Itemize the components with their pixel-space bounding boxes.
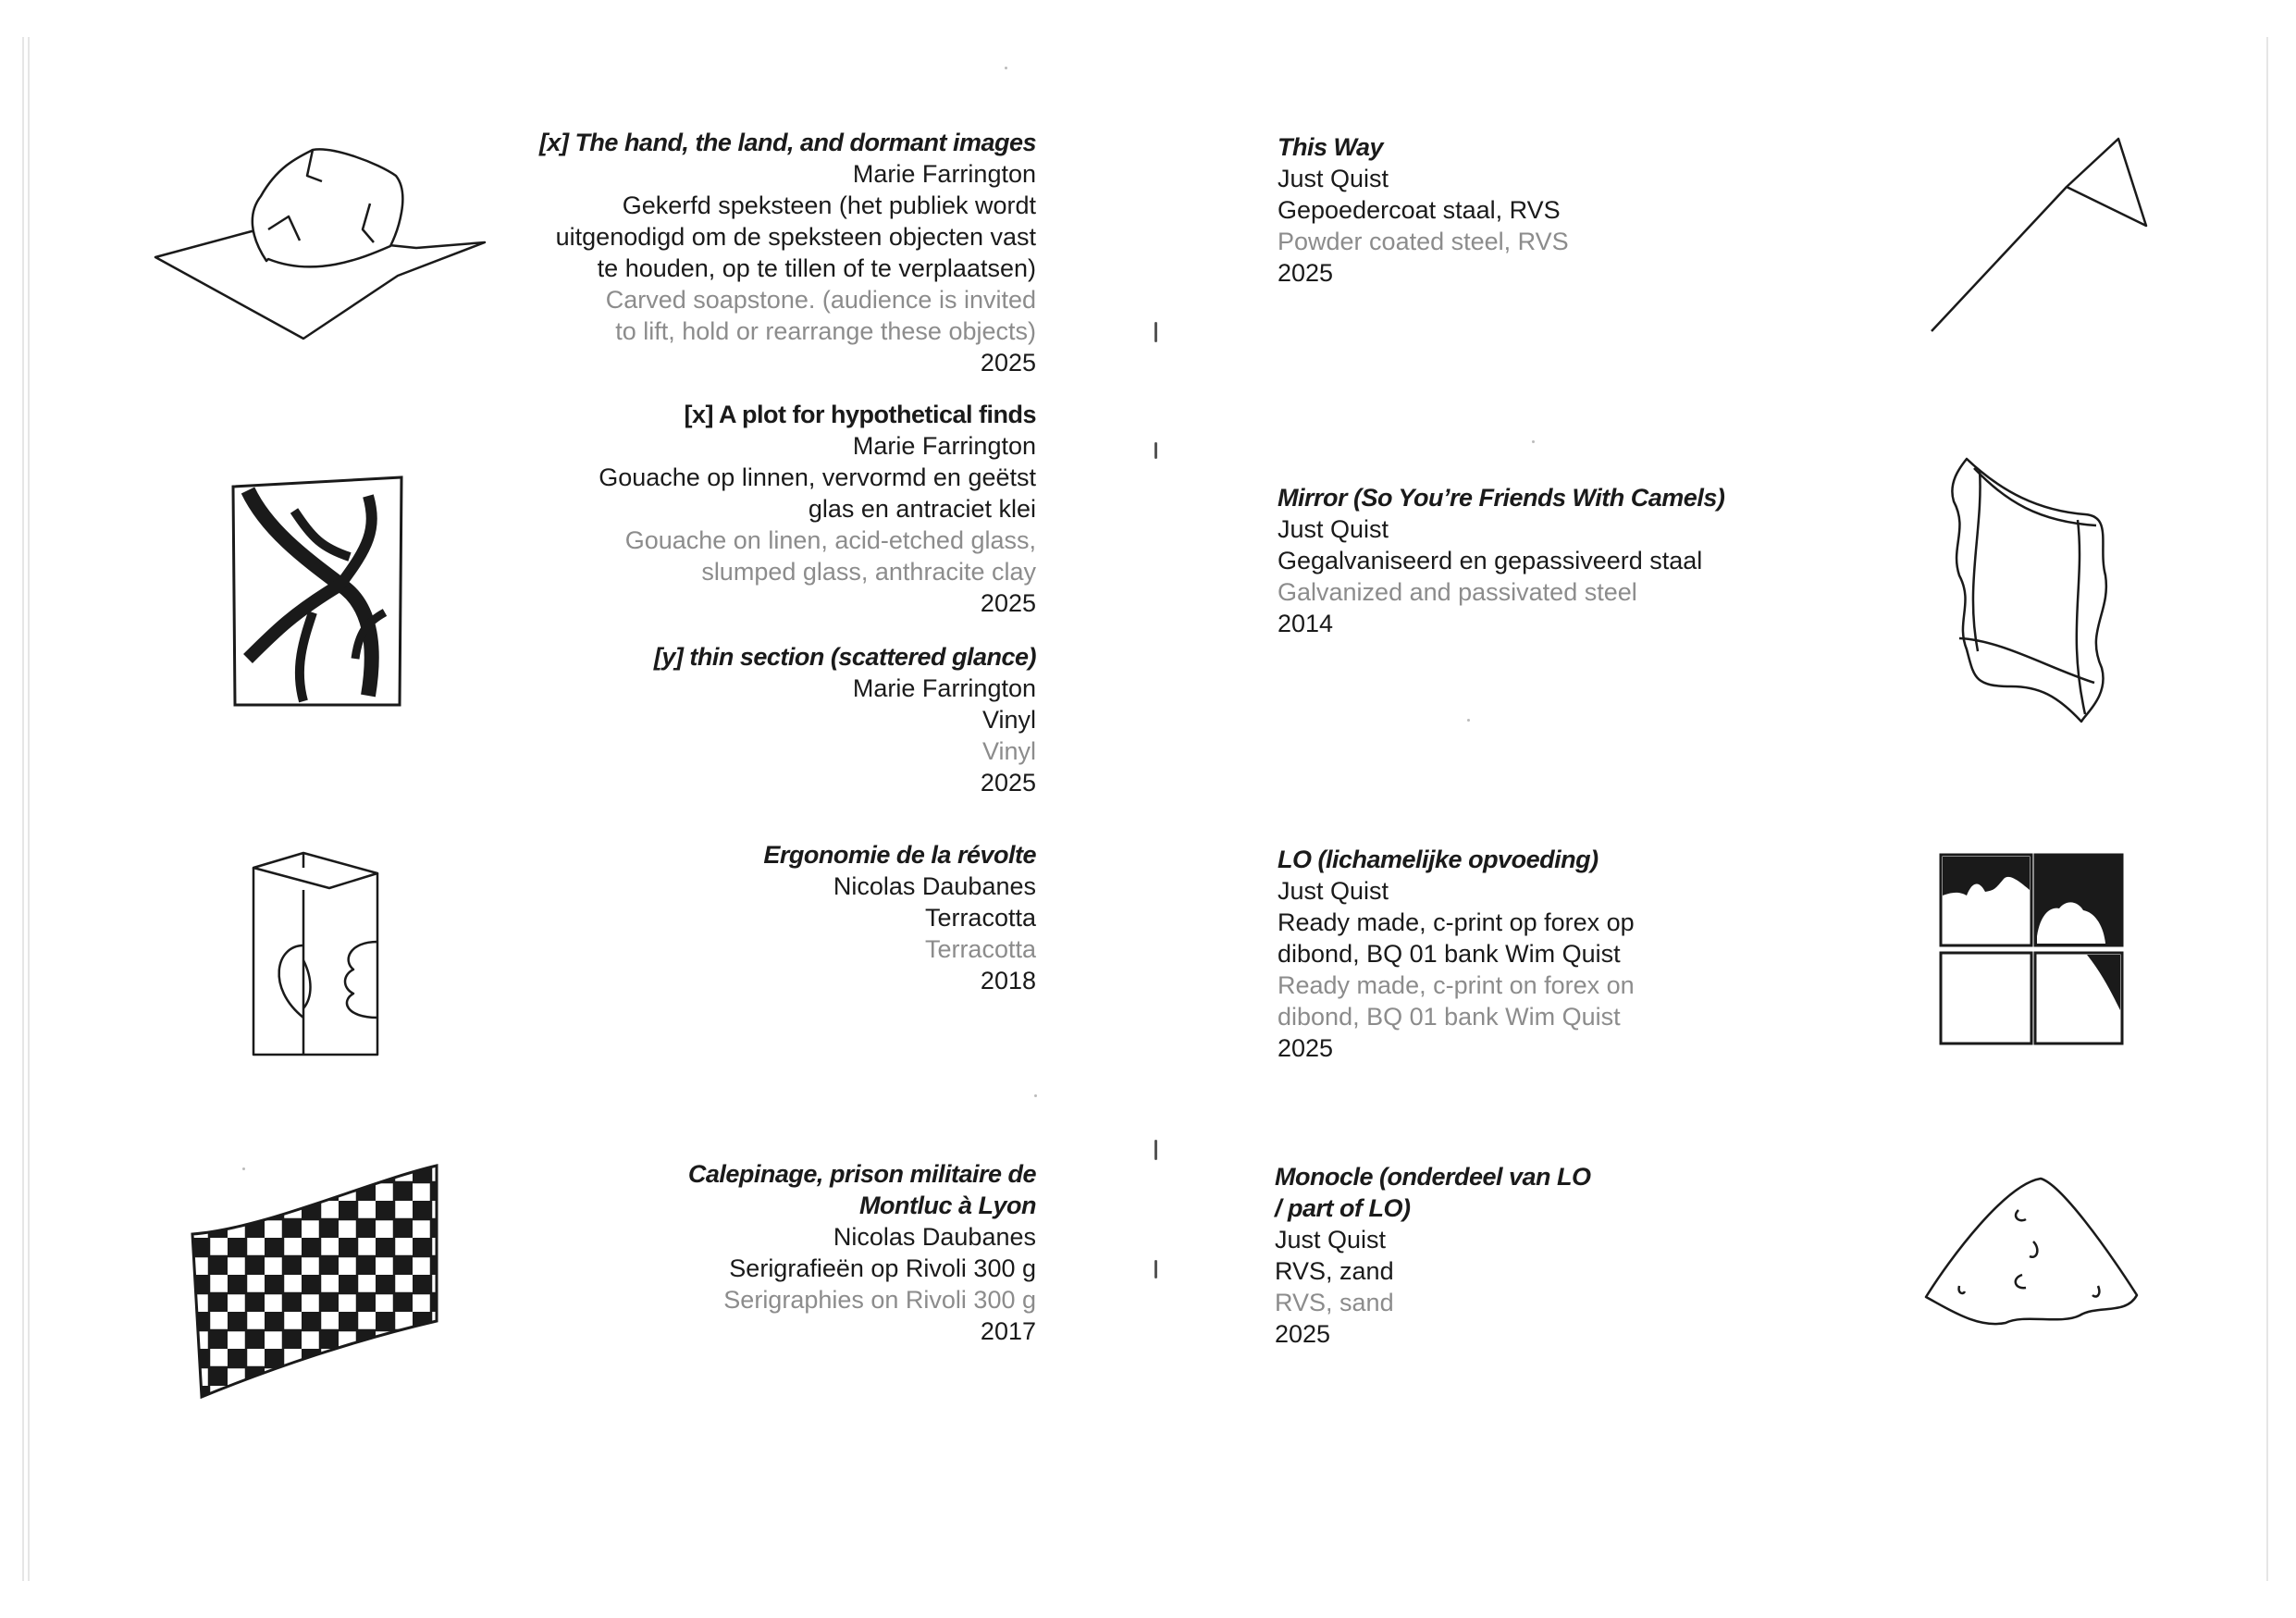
artwork-title: Mirror (So You’re Friends With Camels)	[1278, 484, 1725, 512]
artwork-title: Monocle (onderdeel van LO	[1275, 1163, 1591, 1191]
artwork-title: Ergonomie de la révolte	[763, 841, 1036, 869]
artwork-entry	[688, 1158, 1036, 1347]
medium-english: slumped glass, anthracite clay	[701, 558, 1036, 586]
medium-dutch: Vinyl	[981, 706, 1036, 734]
medium-dutch: Gegalvaniseerd en gepassiveerd staal	[1278, 547, 1703, 574]
medium-english: Gouache on linen, acid-etched glass,	[624, 526, 1036, 554]
artwork-year: 2017	[980, 1317, 1036, 1345]
left-page-edge-inner	[28, 37, 30, 1581]
medium-english: Galvanized and passivated steel	[1278, 578, 1637, 606]
artwork-title: LO (lichamelijke opvoeding)	[1278, 846, 1599, 873]
terracotta-block-icon	[248, 849, 387, 1058]
medium-dutch: glas en antraciet klei	[808, 495, 1036, 523]
artwork-year: 2025	[1278, 259, 1334, 287]
branching-painting-icon	[229, 474, 405, 707]
artwork-title: Calepinage, prison militaire de	[687, 1160, 1036, 1188]
medium-english: Vinyl	[981, 737, 1036, 765]
artwork-title: [x] A plot for hypothetical finds	[684, 401, 1036, 428]
artwork-title-line-2: / part of LO)	[1275, 1194, 1411, 1222]
artist-name: Just Quist	[1275, 1226, 1387, 1254]
window-silhouettes-icon	[1939, 853, 2124, 1045]
medium-english: dibond, BQ 01 bank Wim Quist	[1278, 1003, 1621, 1031]
flag-pole-icon	[1928, 135, 2150, 335]
artist-name: Just Quist	[1278, 165, 1389, 192]
medium-dutch: Terracotta	[924, 904, 1036, 932]
artwork-entry	[1275, 1161, 1591, 1350]
medium-english: Carved soapstone. (audience is invited	[605, 286, 1036, 314]
binding-staple-mark	[1154, 1140, 1157, 1160]
artwork-entry	[1278, 482, 1724, 639]
artist-name: Just Quist	[1278, 877, 1389, 905]
medium-english: to lift, hold or rearrange these objects)	[615, 317, 1036, 345]
artist-name: Nicolas Daubanes	[833, 872, 1036, 900]
medium-dutch: RVS, zand	[1275, 1257, 1394, 1285]
artwork-entry	[654, 641, 1036, 798]
medium-dutch: Gepoedercoat staal, RVS	[1278, 196, 1561, 224]
medium-dutch: te houden, op te tillen of te verplaatsen)	[597, 254, 1036, 282]
medium-dutch: Gekerfd speksteen (het publiek wordt	[622, 191, 1036, 219]
medium-english: Ready made, c-print on forex on	[1278, 971, 1635, 999]
artist-name: Marie Farrington	[852, 674, 1036, 702]
medium-english: Terracotta	[924, 935, 1036, 963]
sand-pile-icon	[1922, 1175, 2141, 1328]
medium-english: Powder coated steel, RVS	[1278, 228, 1569, 255]
artwork-title-line-2: Montluc à Lyon	[859, 1192, 1036, 1219]
artwork-entry	[763, 839, 1036, 996]
artwork-year: 2025	[1275, 1320, 1331, 1348]
soapstone-on-cloth-icon	[148, 139, 490, 342]
medium-dutch: Gouache op linnen, vervormd en geëtst	[599, 463, 1036, 491]
artist-name: Nicolas Daubanes	[833, 1223, 1036, 1251]
artist-name: Just Quist	[1278, 515, 1389, 543]
artwork-year: 2025	[980, 349, 1036, 377]
medium-dutch: uitgenodigd om de speksteen objecten vast	[555, 223, 1036, 251]
artwork-year: 2025	[1278, 1034, 1334, 1062]
wavy-mirror-icon	[1946, 455, 2115, 725]
artwork-entry	[1278, 844, 1635, 1064]
artwork-year: 2018	[980, 967, 1036, 994]
artwork-year: 2014	[1278, 610, 1334, 637]
paper-speck	[1467, 719, 1470, 722]
medium-dutch: dibond, BQ 01 bank Wim Quist	[1278, 940, 1621, 968]
artist-name: Marie Farrington	[852, 432, 1036, 460]
right-page-edge	[2266, 37, 2268, 1581]
artwork-entry	[599, 399, 1036, 619]
medium-english: Serigraphies on Rivoli 300 g	[723, 1286, 1036, 1314]
binding-staple-mark	[1154, 442, 1157, 459]
artwork-year: 2025	[980, 769, 1036, 797]
artwork-title: [y] thin section (scattered glance)	[653, 643, 1036, 671]
artwork-title: [x] The hand, the land, and dormant images	[538, 129, 1036, 156]
medium-dutch: Ready made, c-print op forex op	[1278, 908, 1635, 936]
artwork-entry	[539, 127, 1036, 378]
checkered-flag-icon	[191, 1164, 438, 1401]
medium-english: RVS, sand	[1275, 1289, 1394, 1316]
artwork-title: This Way	[1278, 133, 1384, 161]
binding-staple-mark	[1154, 1260, 1157, 1278]
artist-name: Marie Farrington	[852, 160, 1036, 188]
binding-staple-mark	[1154, 322, 1157, 342]
paper-speck	[1532, 440, 1535, 443]
paper-speck	[1034, 1094, 1037, 1097]
left-page-edge	[22, 37, 24, 1581]
medium-dutch: Serigrafieën op Rivoli 300 g	[729, 1254, 1036, 1282]
artwork-entry	[1278, 131, 1569, 289]
artwork-year: 2025	[980, 589, 1036, 617]
paper-speck	[1005, 67, 1007, 69]
